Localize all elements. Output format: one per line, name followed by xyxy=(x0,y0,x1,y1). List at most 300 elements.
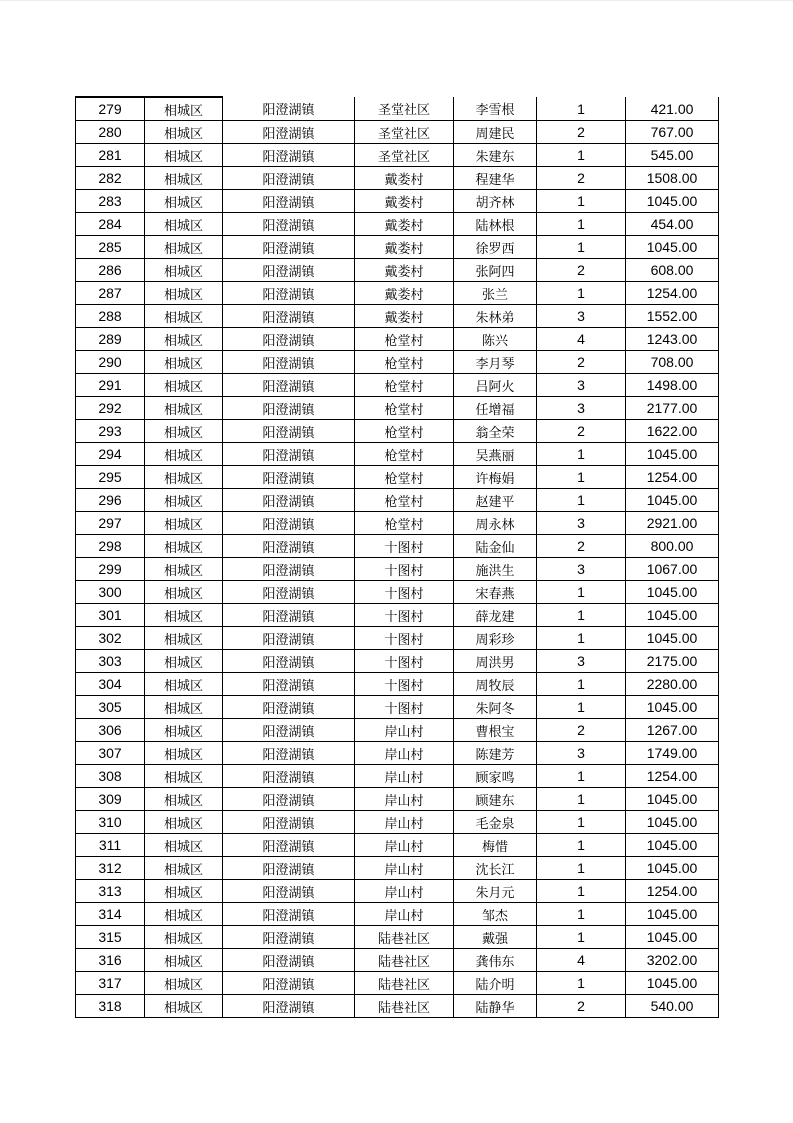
cell-amount: 1045.00 xyxy=(626,489,719,512)
cell-village: 枪堂村 xyxy=(355,374,454,397)
cell-row-number: 292 xyxy=(76,397,145,420)
cell-village: 枪堂村 xyxy=(355,466,454,489)
cell-village: 岸山村 xyxy=(355,857,454,880)
cell-person-name: 朱林弟 xyxy=(454,305,537,328)
data-table xyxy=(75,96,719,1018)
cell-amount: 1045.00 xyxy=(626,696,719,719)
cell-count: 1 xyxy=(537,213,626,236)
table-row xyxy=(76,972,719,995)
cell-town: 阳澄湖镇 xyxy=(223,719,355,742)
table-row xyxy=(76,121,719,144)
cell-amount: 1045.00 xyxy=(626,788,719,811)
cell-village: 枪堂村 xyxy=(355,351,454,374)
cell-amount: 1045.00 xyxy=(626,443,719,466)
cell-district: 相城区 xyxy=(145,880,223,903)
cell-count: 3 xyxy=(537,305,626,328)
cell-person-name: 陈建芳 xyxy=(454,742,537,765)
cell-row-number: 308 xyxy=(76,765,145,788)
cell-village: 岸山村 xyxy=(355,903,454,926)
cell-row-number: 314 xyxy=(76,903,145,926)
cell-town: 阳澄湖镇 xyxy=(223,995,355,1018)
cell-amount: 1045.00 xyxy=(626,903,719,926)
cell-town: 阳澄湖镇 xyxy=(223,558,355,581)
cell-count: 3 xyxy=(537,558,626,581)
cell-row-number: 313 xyxy=(76,880,145,903)
table-row xyxy=(76,282,719,305)
cell-count: 3 xyxy=(537,397,626,420)
cell-amount: 1552.00 xyxy=(626,305,719,328)
table-row xyxy=(76,420,719,443)
table-row xyxy=(76,742,719,765)
cell-count: 1 xyxy=(537,489,626,512)
cell-person-name: 翁全荣 xyxy=(454,420,537,443)
cell-town: 阳澄湖镇 xyxy=(223,351,355,374)
cell-village: 十图村 xyxy=(355,558,454,581)
cell-row-number: 296 xyxy=(76,489,145,512)
cell-row-number: 306 xyxy=(76,719,145,742)
cell-village: 十图村 xyxy=(355,673,454,696)
cell-village: 戴娄村 xyxy=(355,236,454,259)
table-row xyxy=(76,719,719,742)
cell-person-name: 毛金泉 xyxy=(454,811,537,834)
table-row xyxy=(76,834,719,857)
cell-row-number: 288 xyxy=(76,305,145,328)
cell-district: 相城区 xyxy=(145,696,223,719)
cell-count: 2 xyxy=(537,351,626,374)
cell-person-name: 陆金仙 xyxy=(454,535,537,558)
cell-town: 阳澄湖镇 xyxy=(223,627,355,650)
cell-district: 相城区 xyxy=(145,328,223,351)
table-row xyxy=(76,328,719,351)
cell-row-number: 318 xyxy=(76,995,145,1018)
cell-row-number: 289 xyxy=(76,328,145,351)
cell-district: 相城区 xyxy=(145,236,223,259)
cell-row-number: 286 xyxy=(76,259,145,282)
cell-town: 阳澄湖镇 xyxy=(223,190,355,213)
cell-district: 相城区 xyxy=(145,581,223,604)
cell-count: 1 xyxy=(537,97,626,121)
cell-person-name: 戴强 xyxy=(454,926,537,949)
cell-district: 相城区 xyxy=(145,167,223,190)
cell-amount: 1045.00 xyxy=(626,190,719,213)
cell-row-number: 279 xyxy=(76,97,145,121)
cell-count: 3 xyxy=(537,374,626,397)
cell-person-name: 张阿四 xyxy=(454,259,537,282)
table-row xyxy=(76,581,719,604)
cell-amount: 1045.00 xyxy=(626,627,719,650)
table-row xyxy=(76,903,719,926)
table-row xyxy=(76,236,719,259)
cell-town: 阳澄湖镇 xyxy=(223,811,355,834)
cell-count: 1 xyxy=(537,627,626,650)
cell-count: 1 xyxy=(537,788,626,811)
cell-village: 十图村 xyxy=(355,650,454,673)
cell-person-name: 梅惜 xyxy=(454,834,537,857)
cell-district: 相城区 xyxy=(145,857,223,880)
cell-count: 4 xyxy=(537,949,626,972)
cell-amount: 800.00 xyxy=(626,535,719,558)
table-row xyxy=(76,604,719,627)
cell-person-name: 朱月元 xyxy=(454,880,537,903)
cell-row-number: 312 xyxy=(76,857,145,880)
cell-person-name: 顾建东 xyxy=(454,788,537,811)
cell-person-name: 周建民 xyxy=(454,121,537,144)
cell-district: 相城区 xyxy=(145,558,223,581)
cell-village: 枪堂村 xyxy=(355,328,454,351)
cell-person-name: 周永林 xyxy=(454,512,537,535)
table-row xyxy=(76,97,719,121)
cell-person-name: 程建华 xyxy=(454,167,537,190)
cell-village: 圣堂社区 xyxy=(355,144,454,167)
table-row xyxy=(76,374,719,397)
table-body xyxy=(76,97,719,1018)
cell-row-number: 309 xyxy=(76,788,145,811)
table-row xyxy=(76,627,719,650)
cell-district: 相城区 xyxy=(145,512,223,535)
cell-town: 阳澄湖镇 xyxy=(223,466,355,489)
cell-district: 相城区 xyxy=(145,811,223,834)
cell-district: 相城区 xyxy=(145,374,223,397)
cell-town: 阳澄湖镇 xyxy=(223,144,355,167)
cell-person-name: 周洪男 xyxy=(454,650,537,673)
cell-person-name: 朱阿冬 xyxy=(454,696,537,719)
cell-district: 相城区 xyxy=(145,213,223,236)
table-row xyxy=(76,259,719,282)
cell-town: 阳澄湖镇 xyxy=(223,903,355,926)
cell-count: 2 xyxy=(537,420,626,443)
cell-count: 1 xyxy=(537,834,626,857)
cell-town: 阳澄湖镇 xyxy=(223,857,355,880)
cell-count: 1 xyxy=(537,696,626,719)
cell-count: 4 xyxy=(537,328,626,351)
table-row xyxy=(76,351,719,374)
cell-amount: 1508.00 xyxy=(626,167,719,190)
cell-district: 相城区 xyxy=(145,995,223,1018)
cell-person-name: 曹根宝 xyxy=(454,719,537,742)
cell-village: 戴娄村 xyxy=(355,213,454,236)
cell-village: 枪堂村 xyxy=(355,443,454,466)
cell-count: 1 xyxy=(537,903,626,926)
cell-count: 1 xyxy=(537,673,626,696)
cell-district: 相城区 xyxy=(145,903,223,926)
cell-row-number: 299 xyxy=(76,558,145,581)
cell-person-name: 李月琴 xyxy=(454,351,537,374)
cell-district: 相城区 xyxy=(145,949,223,972)
table-row xyxy=(76,443,719,466)
cell-person-name: 吴燕丽 xyxy=(454,443,537,466)
cell-amount: 421.00 xyxy=(626,97,719,121)
cell-village: 岸山村 xyxy=(355,788,454,811)
cell-town: 阳澄湖镇 xyxy=(223,259,355,282)
cell-person-name: 胡齐林 xyxy=(454,190,537,213)
cell-amount: 1254.00 xyxy=(626,282,719,305)
cell-amount: 1045.00 xyxy=(626,811,719,834)
table-row xyxy=(76,535,719,558)
cell-row-number: 293 xyxy=(76,420,145,443)
cell-amount: 1254.00 xyxy=(626,880,719,903)
cell-amount: 1045.00 xyxy=(626,604,719,627)
cell-district: 相城区 xyxy=(145,650,223,673)
cell-row-number: 305 xyxy=(76,696,145,719)
cell-amount: 540.00 xyxy=(626,995,719,1018)
cell-row-number: 311 xyxy=(76,834,145,857)
cell-town: 阳澄湖镇 xyxy=(223,420,355,443)
cell-count: 2 xyxy=(537,121,626,144)
cell-town: 阳澄湖镇 xyxy=(223,742,355,765)
cell-count: 3 xyxy=(537,742,626,765)
cell-count: 1 xyxy=(537,972,626,995)
cell-town: 阳澄湖镇 xyxy=(223,696,355,719)
cell-village: 十图村 xyxy=(355,535,454,558)
cell-count: 2 xyxy=(537,995,626,1018)
cell-town: 阳澄湖镇 xyxy=(223,305,355,328)
table-row xyxy=(76,558,719,581)
cell-person-name: 周彩珍 xyxy=(454,627,537,650)
cell-amount: 1267.00 xyxy=(626,719,719,742)
cell-count: 1 xyxy=(537,190,626,213)
cell-amount: 1067.00 xyxy=(626,558,719,581)
cell-row-number: 315 xyxy=(76,926,145,949)
cell-amount: 1045.00 xyxy=(626,857,719,880)
table-row xyxy=(76,857,719,880)
cell-person-name: 施洪生 xyxy=(454,558,537,581)
cell-village: 十图村 xyxy=(355,696,454,719)
cell-row-number: 290 xyxy=(76,351,145,374)
cell-row-number: 280 xyxy=(76,121,145,144)
table-row xyxy=(76,765,719,788)
cell-person-name: 许梅娟 xyxy=(454,466,537,489)
cell-row-number: 281 xyxy=(76,144,145,167)
cell-district: 相城区 xyxy=(145,97,223,121)
cell-amount: 3202.00 xyxy=(626,949,719,972)
cell-person-name: 陆林根 xyxy=(454,213,537,236)
cell-village: 陆巷社区 xyxy=(355,995,454,1018)
cell-village: 岸山村 xyxy=(355,719,454,742)
cell-district: 相城区 xyxy=(145,282,223,305)
cell-person-name: 邹杰 xyxy=(454,903,537,926)
cell-row-number: 282 xyxy=(76,167,145,190)
cell-town: 阳澄湖镇 xyxy=(223,972,355,995)
cell-town: 阳澄湖镇 xyxy=(223,489,355,512)
cell-village: 戴娄村 xyxy=(355,282,454,305)
cell-district: 相城区 xyxy=(145,765,223,788)
cell-person-name: 龚伟东 xyxy=(454,949,537,972)
cell-count: 2 xyxy=(537,259,626,282)
cell-district: 相城区 xyxy=(145,972,223,995)
table-row xyxy=(76,696,719,719)
cell-amount: 2280.00 xyxy=(626,673,719,696)
cell-amount: 454.00 xyxy=(626,213,719,236)
cell-village: 岸山村 xyxy=(355,765,454,788)
cell-village: 枪堂村 xyxy=(355,489,454,512)
cell-village: 十图村 xyxy=(355,627,454,650)
cell-row-number: 287 xyxy=(76,282,145,305)
table-row xyxy=(76,788,719,811)
cell-count: 2 xyxy=(537,167,626,190)
table-row xyxy=(76,995,719,1018)
cell-count: 1 xyxy=(537,765,626,788)
cell-amount: 1243.00 xyxy=(626,328,719,351)
cell-village: 枪堂村 xyxy=(355,397,454,420)
cell-town: 阳澄湖镇 xyxy=(223,834,355,857)
cell-village: 十图村 xyxy=(355,604,454,627)
cell-town: 阳澄湖镇 xyxy=(223,880,355,903)
table-row xyxy=(76,144,719,167)
cell-row-number: 291 xyxy=(76,374,145,397)
cell-amount: 767.00 xyxy=(626,121,719,144)
cell-row-number: 301 xyxy=(76,604,145,627)
cell-count: 1 xyxy=(537,581,626,604)
cell-town: 阳澄湖镇 xyxy=(223,397,355,420)
cell-count: 1 xyxy=(537,466,626,489)
cell-village: 圣堂社区 xyxy=(355,121,454,144)
cell-count: 1 xyxy=(537,144,626,167)
cell-amount: 1254.00 xyxy=(626,765,719,788)
cell-person-name: 徐罗西 xyxy=(454,236,537,259)
cell-town: 阳澄湖镇 xyxy=(223,765,355,788)
cell-village: 戴娄村 xyxy=(355,190,454,213)
cell-count: 3 xyxy=(537,512,626,535)
cell-person-name: 宋春燕 xyxy=(454,581,537,604)
cell-person-name: 周牧辰 xyxy=(454,673,537,696)
cell-amount: 1045.00 xyxy=(626,926,719,949)
cell-town: 阳澄湖镇 xyxy=(223,788,355,811)
cell-row-number: 297 xyxy=(76,512,145,535)
cell-town: 阳澄湖镇 xyxy=(223,604,355,627)
table-row xyxy=(76,466,719,489)
cell-amount: 1622.00 xyxy=(626,420,719,443)
cell-village: 陆巷社区 xyxy=(355,972,454,995)
table-row xyxy=(76,489,719,512)
cell-district: 相城区 xyxy=(145,144,223,167)
cell-town: 阳澄湖镇 xyxy=(223,926,355,949)
cell-village: 岸山村 xyxy=(355,880,454,903)
cell-village: 戴娄村 xyxy=(355,167,454,190)
cell-village: 十图村 xyxy=(355,581,454,604)
cell-amount: 2175.00 xyxy=(626,650,719,673)
cell-count: 1 xyxy=(537,604,626,627)
cell-row-number: 307 xyxy=(76,742,145,765)
cell-district: 相城区 xyxy=(145,535,223,558)
cell-count: 1 xyxy=(537,880,626,903)
cell-person-name: 薛龙建 xyxy=(454,604,537,627)
cell-town: 阳澄湖镇 xyxy=(223,374,355,397)
cell-row-number: 316 xyxy=(76,949,145,972)
table-row xyxy=(76,880,719,903)
cell-district: 相城区 xyxy=(145,305,223,328)
cell-count: 2 xyxy=(537,535,626,558)
cell-town: 阳澄湖镇 xyxy=(223,282,355,305)
table-row xyxy=(76,190,719,213)
cell-district: 相城区 xyxy=(145,397,223,420)
cell-town: 阳澄湖镇 xyxy=(223,535,355,558)
cell-row-number: 284 xyxy=(76,213,145,236)
table-row xyxy=(76,397,719,420)
cell-amount: 708.00 xyxy=(626,351,719,374)
cell-town: 阳澄湖镇 xyxy=(223,650,355,673)
cell-district: 相城区 xyxy=(145,259,223,282)
cell-count: 1 xyxy=(537,811,626,834)
cell-town: 阳澄湖镇 xyxy=(223,949,355,972)
cell-district: 相城区 xyxy=(145,121,223,144)
cell-person-name: 张兰 xyxy=(454,282,537,305)
cell-amount: 545.00 xyxy=(626,144,719,167)
cell-person-name: 吕阿火 xyxy=(454,374,537,397)
cell-district: 相城区 xyxy=(145,926,223,949)
cell-person-name: 任增福 xyxy=(454,397,537,420)
cell-village: 圣堂社区 xyxy=(355,97,454,121)
cell-person-name: 陆介明 xyxy=(454,972,537,995)
cell-row-number: 317 xyxy=(76,972,145,995)
cell-amount: 1045.00 xyxy=(626,972,719,995)
cell-district: 相城区 xyxy=(145,834,223,857)
cell-row-number: 302 xyxy=(76,627,145,650)
cell-row-number: 298 xyxy=(76,535,145,558)
table-row xyxy=(76,673,719,696)
cell-count: 2 xyxy=(537,719,626,742)
table-row xyxy=(76,949,719,972)
cell-person-name: 顾家鸣 xyxy=(454,765,537,788)
cell-village: 陆巷社区 xyxy=(355,926,454,949)
cell-district: 相城区 xyxy=(145,466,223,489)
cell-village: 岸山村 xyxy=(355,834,454,857)
cell-count: 1 xyxy=(537,857,626,880)
cell-town: 阳澄湖镇 xyxy=(223,443,355,466)
cell-district: 相城区 xyxy=(145,604,223,627)
cell-town: 阳澄湖镇 xyxy=(223,673,355,696)
cell-amount: 2177.00 xyxy=(626,397,719,420)
cell-town: 阳澄湖镇 xyxy=(223,512,355,535)
cell-district: 相城区 xyxy=(145,673,223,696)
cell-district: 相城区 xyxy=(145,190,223,213)
cell-count: 1 xyxy=(537,443,626,466)
cell-district: 相城区 xyxy=(145,489,223,512)
cell-district: 相城区 xyxy=(145,719,223,742)
cell-town: 阳澄湖镇 xyxy=(223,328,355,351)
cell-village: 陆巷社区 xyxy=(355,949,454,972)
cell-village: 枪堂村 xyxy=(355,512,454,535)
cell-village: 枪堂村 xyxy=(355,420,454,443)
cell-amount: 1254.00 xyxy=(626,466,719,489)
cell-amount: 1045.00 xyxy=(626,834,719,857)
cell-town: 阳澄湖镇 xyxy=(223,236,355,259)
table-row xyxy=(76,926,719,949)
cell-row-number: 304 xyxy=(76,673,145,696)
cell-amount: 2921.00 xyxy=(626,512,719,535)
table-row xyxy=(76,305,719,328)
cell-person-name: 朱建东 xyxy=(454,144,537,167)
cell-count: 3 xyxy=(537,650,626,673)
cell-town: 阳澄湖镇 xyxy=(223,581,355,604)
cell-village: 戴娄村 xyxy=(355,305,454,328)
table-row xyxy=(76,512,719,535)
cell-row-number: 283 xyxy=(76,190,145,213)
cell-person-name: 陆静华 xyxy=(454,995,537,1018)
table-row xyxy=(76,213,719,236)
cell-count: 1 xyxy=(537,236,626,259)
cell-row-number: 285 xyxy=(76,236,145,259)
cell-row-number: 300 xyxy=(76,581,145,604)
cell-row-number: 294 xyxy=(76,443,145,466)
cell-village: 岸山村 xyxy=(355,811,454,834)
cell-town: 阳澄湖镇 xyxy=(223,213,355,236)
cell-district: 相城区 xyxy=(145,420,223,443)
cell-town: 阳澄湖镇 xyxy=(223,167,355,190)
cell-district: 相城区 xyxy=(145,742,223,765)
cell-count: 1 xyxy=(537,926,626,949)
cell-person-name: 赵建平 xyxy=(454,489,537,512)
cell-row-number: 295 xyxy=(76,466,145,489)
